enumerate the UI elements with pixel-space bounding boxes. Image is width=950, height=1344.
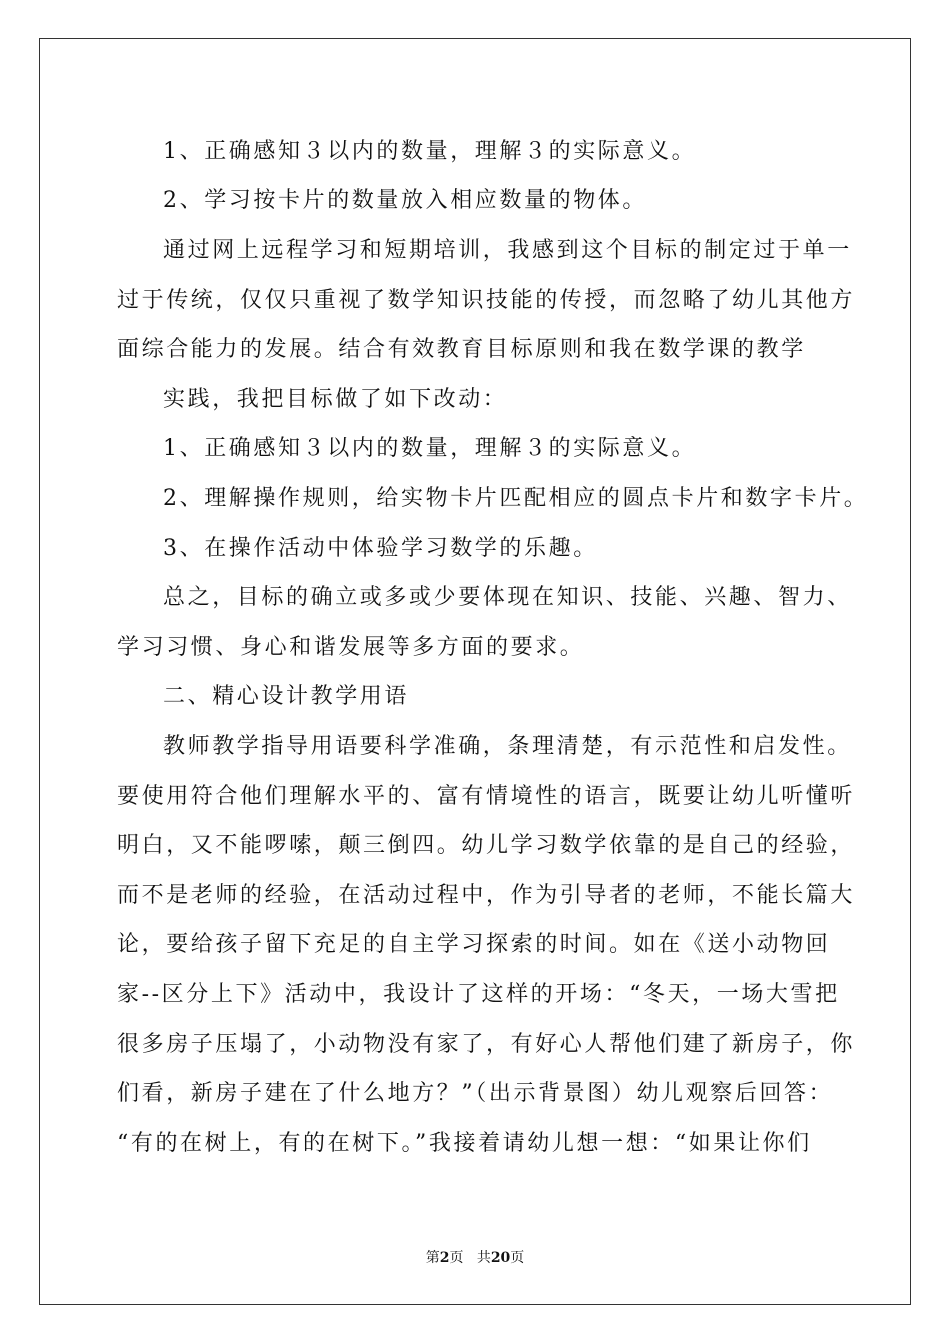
- page-current: 2: [439, 1250, 450, 1266]
- text-line: 教师教学指导用语要科学准确，条理清楚，有示范性和启发性。: [163, 734, 852, 759]
- total-unit: 页: [510, 1250, 525, 1266]
- text-line: 1、正确感知３以内的数量，理解３的实际意义。: [163, 436, 697, 461]
- text-line: 很多房子压塌了，小动物没有家了，有好心人帮他们建了新房子，你: [117, 1032, 856, 1057]
- text-line: 而不是老师的经验，在活动过程中，作为引导者的老师，不能长篇大: [117, 883, 856, 908]
- text-line: “有的在树上，有的在树下。”我接着请幼儿想一想：“如果让你们: [117, 1131, 812, 1156]
- text-line: 总之，目标的确立或多或少要体现在知识、技能、兴趣、智力、: [163, 585, 852, 610]
- text-line: 实践，我把目标做了如下改动：: [163, 387, 508, 412]
- page-label: 第: [425, 1250, 440, 1266]
- text-line: 要使用符合他们理解水平的、富有情境性的语言，既要让幼儿听懂听: [117, 784, 856, 809]
- text-line: 明白，又不能啰嗦，颠三倒四。幼儿学习数学依靠的是自己的经验，: [117, 833, 856, 858]
- page-unit: 页: [449, 1250, 464, 1266]
- section-heading: 二、精心设计教学用语: [163, 684, 410, 709]
- total-label: 共: [476, 1250, 491, 1266]
- text-line: 过于传统，仅仅只重视了数学知识技能的传授，而忽略了幼儿其他方: [117, 288, 856, 313]
- page-total: 20: [490, 1250, 511, 1266]
- text-line: 论，要给孩子留下充足的自主学习探索的时间。如在《送小动物回: [117, 932, 831, 957]
- text-line: 家--区分上下》活动中，我设计了这样的开场：“冬天，一场大雪把: [117, 982, 840, 1007]
- text-line: 通过网上远程学习和短期培训，我感到这个目标的制定过于单一: [163, 238, 852, 263]
- text-line: 3、在操作活动中体验学习数学的乐趣。: [163, 536, 598, 561]
- text-line: 们看，新房子建在了什么地方？”（出示背景图）幼儿观察后回答：: [117, 1081, 834, 1106]
- page-footer: [0, 1251, 950, 1265]
- text-line: 1、正确感知３以内的数量，理解３的实际意义。: [163, 139, 697, 164]
- text-line: 学习习惯、身心和谐发展等多方面的要求。: [117, 635, 585, 660]
- text-line: 2、理解操作规则，给实物卡片匹配相应的圆点卡片和数字卡片。: [163, 486, 869, 511]
- text-line: 2、学习按卡片的数量放入相应数量的物体。: [163, 188, 647, 213]
- page-border: [39, 38, 911, 1305]
- text-line: 面综合能力的发展。结合有效教育目标原则和我在数学课的教学: [117, 337, 806, 362]
